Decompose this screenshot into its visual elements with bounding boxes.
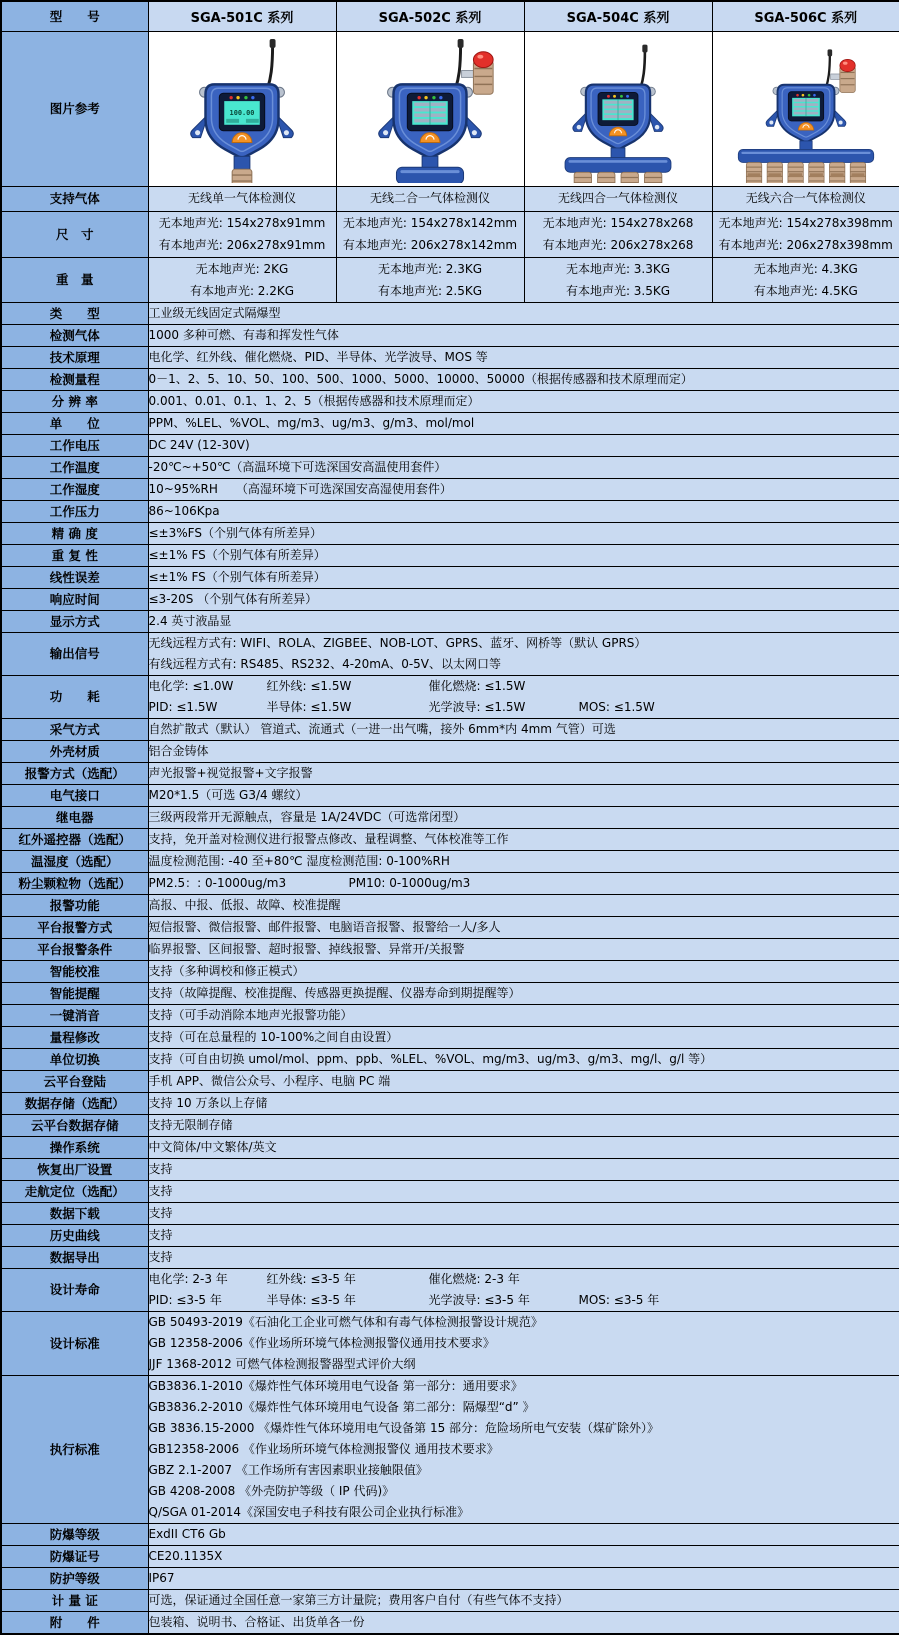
table-row (1, 1202, 899, 1224)
value-segment: 催化燃烧: ≤1.5W (429, 676, 526, 697)
table-row (1, 718, 899, 740)
value-line: Q/SGA 01-2014《深国安电子科技有限公司企业执行标准》 (149, 1502, 899, 1523)
value-line: M20*1.5（可选 G3/4 螺纹） (149, 785, 899, 806)
value-line: GB 4208-2008 《外壳防护等级（ IP 代码)》 (149, 1481, 899, 1502)
value-line: 三级两段常开无源触点，容量是 1A/24VDC（可选常闭型） (149, 807, 899, 828)
spec-row-value (148, 850, 899, 872)
spec-row-value (148, 1026, 899, 1048)
spec-row-label: 单位切换 (1, 1048, 148, 1070)
table-row (1, 434, 899, 456)
table-row (1, 632, 899, 675)
value-line (149, 1290, 899, 1311)
model-header-sga-504c: SGA-504C 系列 (524, 1, 712, 31)
spec-row-value (148, 632, 899, 675)
spec-row-value (148, 211, 336, 257)
table-row (1, 1158, 899, 1180)
spec-row-value (148, 412, 899, 434)
value-line: 有本地声光: 206x278x268 (525, 234, 712, 256)
spec-row-value (148, 368, 899, 390)
value-line: ≤±3%FS（个别气体有所差异） (149, 523, 899, 544)
table-row (1, 346, 899, 368)
value-line: 工业级无线固定式隔爆型 (149, 303, 899, 324)
spec-row-value (148, 1589, 899, 1611)
svg-text:100.00: 100.00 (230, 108, 255, 116)
spec-row-value (712, 211, 899, 257)
value-line: -20℃~+50℃（高温环境下可选深国安高温使用套件） (149, 457, 899, 478)
value-line: 有本地声光: 2.2KG (149, 280, 336, 302)
table-row (1, 588, 899, 610)
value-line: 无本地声光: 154x278x142mm (337, 212, 524, 234)
value-line: GB3836.1-2010《爆炸性气体环境用电气设备 第一部分：通用要求》 (149, 1376, 899, 1397)
spec-row-label: 单 位 (1, 412, 148, 434)
value-line: 支持 (149, 1181, 899, 1202)
value-line: 支持 (149, 1225, 899, 1246)
spec-row-value (148, 1246, 899, 1268)
spec-row-label: 云平台登陆 (1, 1070, 148, 1092)
value-segment: 电化学: 2-3 年 (149, 1269, 267, 1290)
value-segment: PID: ≤3-5 年 (149, 1290, 267, 1311)
table-row (1, 257, 899, 302)
value-line: ≤3-20S （个别气体有所差异） (149, 589, 899, 610)
spec-row-label: 历史曲线 (1, 1224, 148, 1246)
value-line: 自然扩散式（默认） 管道式、流通式（一进一出气嘴，接外 6mm*内 4mm 气管）可选 (149, 719, 899, 740)
spec-row-value (148, 916, 899, 938)
value-segment: MOS: ≤1.5W (579, 697, 655, 718)
spec-row-label: 智能校准 (1, 960, 148, 982)
table-row (1, 456, 899, 478)
value-line (149, 676, 899, 697)
spec-row-label: 重 量 (1, 257, 148, 302)
value-line: 包装箱、说明书、合格证、出货单各一份 (149, 1612, 899, 1633)
value-segment: PM10: 0-1000ug/m3 (349, 873, 471, 894)
table-row (1, 1567, 899, 1589)
table-row (1, 938, 899, 960)
table-row (1, 186, 899, 211)
spec-row-value (148, 456, 899, 478)
spec-row-value (148, 960, 899, 982)
table-row (1, 1092, 899, 1114)
spec-row-value (148, 434, 899, 456)
value-line: 支持 10 万条以上存储 (149, 1093, 899, 1114)
value-segment: 光学波导: ≤3-5 年 (429, 1290, 579, 1311)
table-row (1, 500, 899, 522)
value-line: 无线六合一气体检测仪 (713, 188, 899, 209)
spec-row-label: 操作系统 (1, 1136, 148, 1158)
table-row (1, 368, 899, 390)
spec-row-value (148, 522, 899, 544)
spec-row-value (148, 566, 899, 588)
value-line: 有本地声光: 2.5KG (337, 280, 524, 302)
spec-row-value (148, 762, 899, 784)
value-line: IP67 (149, 1568, 899, 1589)
value-line: ≤±1% FS（个别气体有所差异） (149, 567, 899, 588)
value-line: CE20.1135X (149, 1546, 899, 1567)
spec-row-label: 精 确 度 (1, 522, 148, 544)
value-line: PPM、%LEL、%VOL、mg/m3、ug/m3、g/m3、mol/mol (149, 413, 899, 434)
table-row (1, 478, 899, 500)
spec-row-value (148, 544, 899, 566)
value-segment: 电化学: ≤1.0W (149, 676, 267, 697)
spec-row-label: 平台报警方式 (1, 916, 148, 938)
value-line: 有本地声光: 3.5KG (525, 280, 712, 302)
table-row (1, 1311, 899, 1375)
table-row (1, 1070, 899, 1092)
spec-row-value (148, 1545, 899, 1567)
value-segment: 光学波导: ≤1.5W (429, 697, 579, 718)
spec-row-label: 执行标准 (1, 1375, 148, 1523)
spec-row-label: 恢复出厂设置 (1, 1158, 148, 1180)
spec-row-value (148, 1180, 899, 1202)
spec-row-value (148, 828, 899, 850)
spec-row-value (524, 211, 712, 257)
value-line: 0－1、2、5、10、50、100、500、1000、5000、10000、50000（根据传感器和技术原理而定） (149, 369, 899, 390)
table-row (1, 1589, 899, 1611)
product-image-cell-sga-502c (336, 31, 524, 186)
spec-row-label: 防爆等级 (1, 1523, 148, 1545)
table-row (1, 324, 899, 346)
spec-row-value (336, 186, 524, 211)
table-row (1, 1375, 899, 1523)
value-line: 有本地声光: 206x278x142mm (337, 234, 524, 256)
spec-row-value (148, 1048, 899, 1070)
spec-row-label: 设计标准 (1, 1311, 148, 1375)
wireless-6in1-gas-detector-image (713, 35, 899, 183)
table-row (1, 1611, 899, 1634)
value-line: 支持（可在总量程的 10-100%之间自由设置） (149, 1027, 899, 1048)
value-segment: 催化燃烧: 2-3 年 (429, 1269, 520, 1290)
spec-row-label: 平台报警条件 (1, 938, 148, 960)
spec-row-value (148, 1224, 899, 1246)
value-line: 无本地声光: 154x278x91mm (149, 212, 336, 234)
model-header-sga-506c: SGA-506C 系列 (712, 1, 899, 31)
spec-row-value (148, 1158, 899, 1180)
value-line: 无本地声光: 2.3KG (337, 258, 524, 280)
value-segment: 红外线: ≤1.5W (267, 676, 429, 697)
spec-row-label: 报警方式（选配） (1, 762, 148, 784)
table-row (1, 740, 899, 762)
value-line: 2.4 英寸液晶显 (149, 611, 899, 632)
spec-row-label: 采气方式 (1, 718, 148, 740)
spec-row-label: 计 量 证 (1, 1589, 148, 1611)
spec-row-label: 分 辨 率 (1, 390, 148, 412)
spec-row-value (148, 1004, 899, 1026)
table-row (1, 1026, 899, 1048)
value-line: 短信报警、微信报警、邮件报警、电脑语音报警、报警给一人/多人 (149, 917, 899, 938)
spec-row-value (148, 1092, 899, 1114)
table-row (1, 1523, 899, 1545)
table-row (1, 850, 899, 872)
table-row (1, 1180, 899, 1202)
spec-row-value (148, 1268, 899, 1311)
spec-row-label: 云平台数据存储 (1, 1114, 148, 1136)
spec-row-value (148, 1070, 899, 1092)
spec-row-label: 红外遥控器（选配） (1, 828, 148, 850)
value-line (149, 697, 899, 718)
value-line: 支持（可自由切换 umol/mol、ppm、ppb、%LEL、%VOL、mg/m3、ug/m3、g/m3、mg/l、g/l 等） (149, 1049, 899, 1070)
spec-row-label: 类 型 (1, 302, 148, 324)
table-row (1, 211, 899, 257)
spec-row-value (148, 324, 899, 346)
value-line: 电化学、红外线、催化燃烧、PID、半导体、光学波导、MOS 等 (149, 347, 899, 368)
wireless-4in1-gas-detector-image (525, 35, 711, 183)
spec-row-label: 工作湿度 (1, 478, 148, 500)
value-line: ≤±1% FS（个别气体有所差异） (149, 545, 899, 566)
table-row (1, 1136, 899, 1158)
table-row (1, 302, 899, 324)
spec-row-label: 功 耗 (1, 675, 148, 718)
value-line: 支持 (149, 1247, 899, 1268)
spec-row-label: 响应时间 (1, 588, 148, 610)
table-row (1, 31, 899, 186)
value-segment: 红外线: ≤3-5 年 (267, 1269, 429, 1290)
table-row (1, 1114, 899, 1136)
spec-row-value (148, 872, 899, 894)
value-line: ExdII CT6 Gb (149, 1524, 899, 1545)
value-line: GBZ 2.1-2007 《工作场所有害因素职业接触限值》 (149, 1460, 899, 1481)
value-line: 有本地声光: 206x278x398mm (713, 234, 899, 256)
product-image-cell-sga-504c (524, 31, 712, 186)
spec-row-value (148, 784, 899, 806)
value-line: 无线远程方式有: WIFI、ROLA、ZIGBEE、NOB-LOT、GPRS、蓝牙、网桥等（默认 GPRS） (149, 633, 899, 654)
value-line: 支持（可手动消除本地声光报警功能） (149, 1005, 899, 1026)
spec-row-value (148, 1202, 899, 1224)
spec-row-label: 防爆证号 (1, 1545, 148, 1567)
spec-row-label: 防护等级 (1, 1567, 148, 1589)
spec-row-value (148, 894, 899, 916)
spec-row-value (148, 1114, 899, 1136)
spec-row-value (148, 500, 899, 522)
value-line: 有本地声光: 4.5KG (713, 280, 899, 302)
spec-row-value (148, 346, 899, 368)
value-line: GB 3836.15-2000 《爆炸性气体环境用电气设备第 15 部分：危险场所电气安装（煤矿除外）》 (149, 1418, 899, 1439)
value-line: 无本地声光: 4.3KG (713, 258, 899, 280)
spec-row-value (336, 257, 524, 302)
table-row (1, 1246, 899, 1268)
spec-row-label: 智能提醒 (1, 982, 148, 1004)
model-header-sga-501c: SGA-501C 系列 (148, 1, 336, 31)
value-line: 10~95%RH （高湿环境下可选深国安高湿使用套件） (149, 479, 899, 500)
spec-row-value (148, 938, 899, 960)
spec-row-value (148, 740, 899, 762)
value-line: 无本地声光: 154x278x268 (525, 212, 712, 234)
spec-row-label: 显示方式 (1, 610, 148, 632)
value-line: 无线单一气体检测仪 (149, 188, 336, 209)
value-line: 声光报警+视觉报警+文字报警 (149, 763, 899, 784)
spec-row-label: 报警功能 (1, 894, 148, 916)
table-row (1, 1268, 899, 1311)
value-segment: PM2.5：: 0-1000ug/m3 (149, 873, 349, 894)
table-row (1, 390, 899, 412)
value-line (149, 873, 899, 894)
spec-row-label: 继电器 (1, 806, 148, 828)
spec-row-label: 尺 寸 (1, 211, 148, 257)
value-line: 手机 APP、微信公众号、小程序、电脑 PC 端 (149, 1071, 899, 1092)
spec-row-value (148, 1375, 899, 1523)
table-row (1, 1224, 899, 1246)
spec-row-label: 检测量程 (1, 368, 148, 390)
value-segment: MOS: ≤3-5 年 (579, 1290, 660, 1311)
spec-row-label: 数据存储（选配） (1, 1092, 148, 1114)
spec-row-value (148, 982, 899, 1004)
value-line: GB12358-2006 《作业场所环境气体检测报警仪 通用技术要求》 (149, 1439, 899, 1460)
spec-row-value (712, 257, 899, 302)
value-line (149, 1269, 899, 1290)
value-line: 支持 (149, 1159, 899, 1180)
value-line: 支持无限制存储 (149, 1115, 899, 1136)
value-line: GB 12358-2006《作业场所环境气体检测报警仪通用技术要求》 (149, 1333, 899, 1354)
spec-row-value (148, 1611, 899, 1634)
table-row (1, 675, 899, 718)
spec-row-label: 工作温度 (1, 456, 148, 478)
spec-row-label: 电气接口 (1, 784, 148, 806)
table-row (1, 544, 899, 566)
value-segment: 半导体: ≤3-5 年 (267, 1290, 429, 1311)
value-line: 86~106Kpa (149, 501, 899, 522)
wireless-single-gas-detector-image (149, 35, 335, 183)
table-row (1, 806, 899, 828)
value-line: 有本地声光: 206x278x91mm (149, 234, 336, 256)
wireless-2in1-gas-detector-image (337, 35, 523, 183)
table-row (1, 522, 899, 544)
spec-row-value (148, 390, 899, 412)
spec-row-label: 设计寿命 (1, 1268, 148, 1311)
table-row (1, 1048, 899, 1070)
spec-row-label: 重 复 性 (1, 544, 148, 566)
value-line: DC 24V (12-30V) (149, 435, 899, 456)
image-row-label: 图片参考 (1, 31, 148, 186)
spec-row-value (148, 186, 336, 211)
value-line: 支持，免开盖对检测仪进行报警点修改、量程调整、气体校准等工作 (149, 829, 899, 850)
value-line: GB 50493-2019《石油化工企业可燃气体和有毒气体检测报警设计规范》 (149, 1312, 899, 1333)
spec-row-value (148, 1523, 899, 1545)
value-line: GB3836.2-2010《爆炸性气体环境用电气设备 第二部分：隔爆型“d” 》 (149, 1397, 899, 1418)
spec-row-label: 技术原理 (1, 346, 148, 368)
product-image-cell-sga-501c (148, 31, 336, 186)
spec-row-value (148, 675, 899, 718)
spec-row-label: 工作电压 (1, 434, 148, 456)
table-row (1, 1, 899, 31)
value-line: 无本地声光: 3.3KG (525, 258, 712, 280)
table-row (1, 1545, 899, 1567)
spec-row-value (336, 211, 524, 257)
spec-row-label: 走航定位（选配） (1, 1180, 148, 1202)
table-row (1, 566, 899, 588)
value-line: 支持（多种调校和修正模式） (149, 961, 899, 982)
spec-row-label: 支持气体 (1, 186, 148, 211)
table-row (1, 610, 899, 632)
spec-row-label: 一键消音 (1, 1004, 148, 1026)
value-line: 无本地声光: 154x278x398mm (713, 212, 899, 234)
spec-row-value (524, 257, 712, 302)
model-header-label: 型 号 (1, 1, 148, 31)
spec-row-value (148, 1136, 899, 1158)
table-row (1, 1004, 899, 1026)
table-row (1, 872, 899, 894)
value-line: 无线四合一气体检测仪 (525, 188, 712, 209)
product-image-cell-sga-506c (712, 31, 899, 186)
spec-row-label: 工作压力 (1, 500, 148, 522)
value-line: 支持（故障提醒、校准提醒、传感器更换提醒、仪器寿命到期提醒等） (149, 983, 899, 1004)
table-row (1, 784, 899, 806)
spec-row-label: 粉尘颗粒物（选配） (1, 872, 148, 894)
value-line: 有线远程方式有: RS485、RS232、4-20mA、0-5V、以太网口等 (149, 654, 899, 675)
spec-row-label: 量程修改 (1, 1026, 148, 1048)
table-row (1, 412, 899, 434)
spec-row-value (524, 186, 712, 211)
spec-row-label: 外壳材质 (1, 740, 148, 762)
spec-row-label: 检测气体 (1, 324, 148, 346)
value-line: 0.001、0.01、0.1、1、2、5（根据传感器和技术原理而定） (149, 391, 899, 412)
value-line: 临界报警、区间报警、超时报警、掉线报警、异常开/关报警 (149, 939, 899, 960)
spec-row-value (148, 610, 899, 632)
spec-row-label: 附 件 (1, 1611, 148, 1634)
value-line: 1000 多种可燃、有毒和挥发性气体 (149, 325, 899, 346)
table-row (1, 894, 899, 916)
spec-row-label: 数据导出 (1, 1246, 148, 1268)
value-segment: PID: ≤1.5W (149, 697, 267, 718)
value-line: 无本地声光: 2KG (149, 258, 336, 280)
value-line: 中文简体/中文繁体/英文 (149, 1137, 899, 1158)
value-line: 无线二合一气体检测仪 (337, 188, 524, 209)
spec-row-value (148, 302, 899, 324)
table-row (1, 982, 899, 1004)
value-segment: 半导体: ≤1.5W (267, 697, 429, 718)
table-row (1, 960, 899, 982)
spec-row-value (148, 1567, 899, 1589)
value-line: 高报、中报、低报、故障、校准提醒 (149, 895, 899, 916)
spec-row-label: 数据下载 (1, 1202, 148, 1224)
table-row (1, 762, 899, 784)
value-line: 铝合金铸体 (149, 741, 899, 762)
spec-row-label: 输出信号 (1, 632, 148, 675)
value-line: JJF 1368-2012 可燃气体检测报警器型式评价大纲 (149, 1354, 899, 1375)
spec-row-label: 线性误差 (1, 566, 148, 588)
table-row (1, 916, 899, 938)
spec-row-label: 温湿度（选配） (1, 850, 148, 872)
spec-row-value (148, 718, 899, 740)
value-line: 可选，保证通过全国任意一家第三方计量院；费用客户自付（有些气体不支持） (149, 1590, 899, 1611)
value-line: 温度检测范围: -40 至+80℃ 湿度检测范围: 0-100%RH (149, 851, 899, 872)
table-row (1, 828, 899, 850)
model-header-sga-502c: SGA-502C 系列 (336, 1, 524, 31)
spec-row-value (148, 588, 899, 610)
spec-row-value (148, 1311, 899, 1375)
spec-row-value (712, 186, 899, 211)
spec-row-value (148, 478, 899, 500)
spec-row-value (148, 806, 899, 828)
value-line: 支持 (149, 1203, 899, 1224)
spec-row-value (148, 257, 336, 302)
